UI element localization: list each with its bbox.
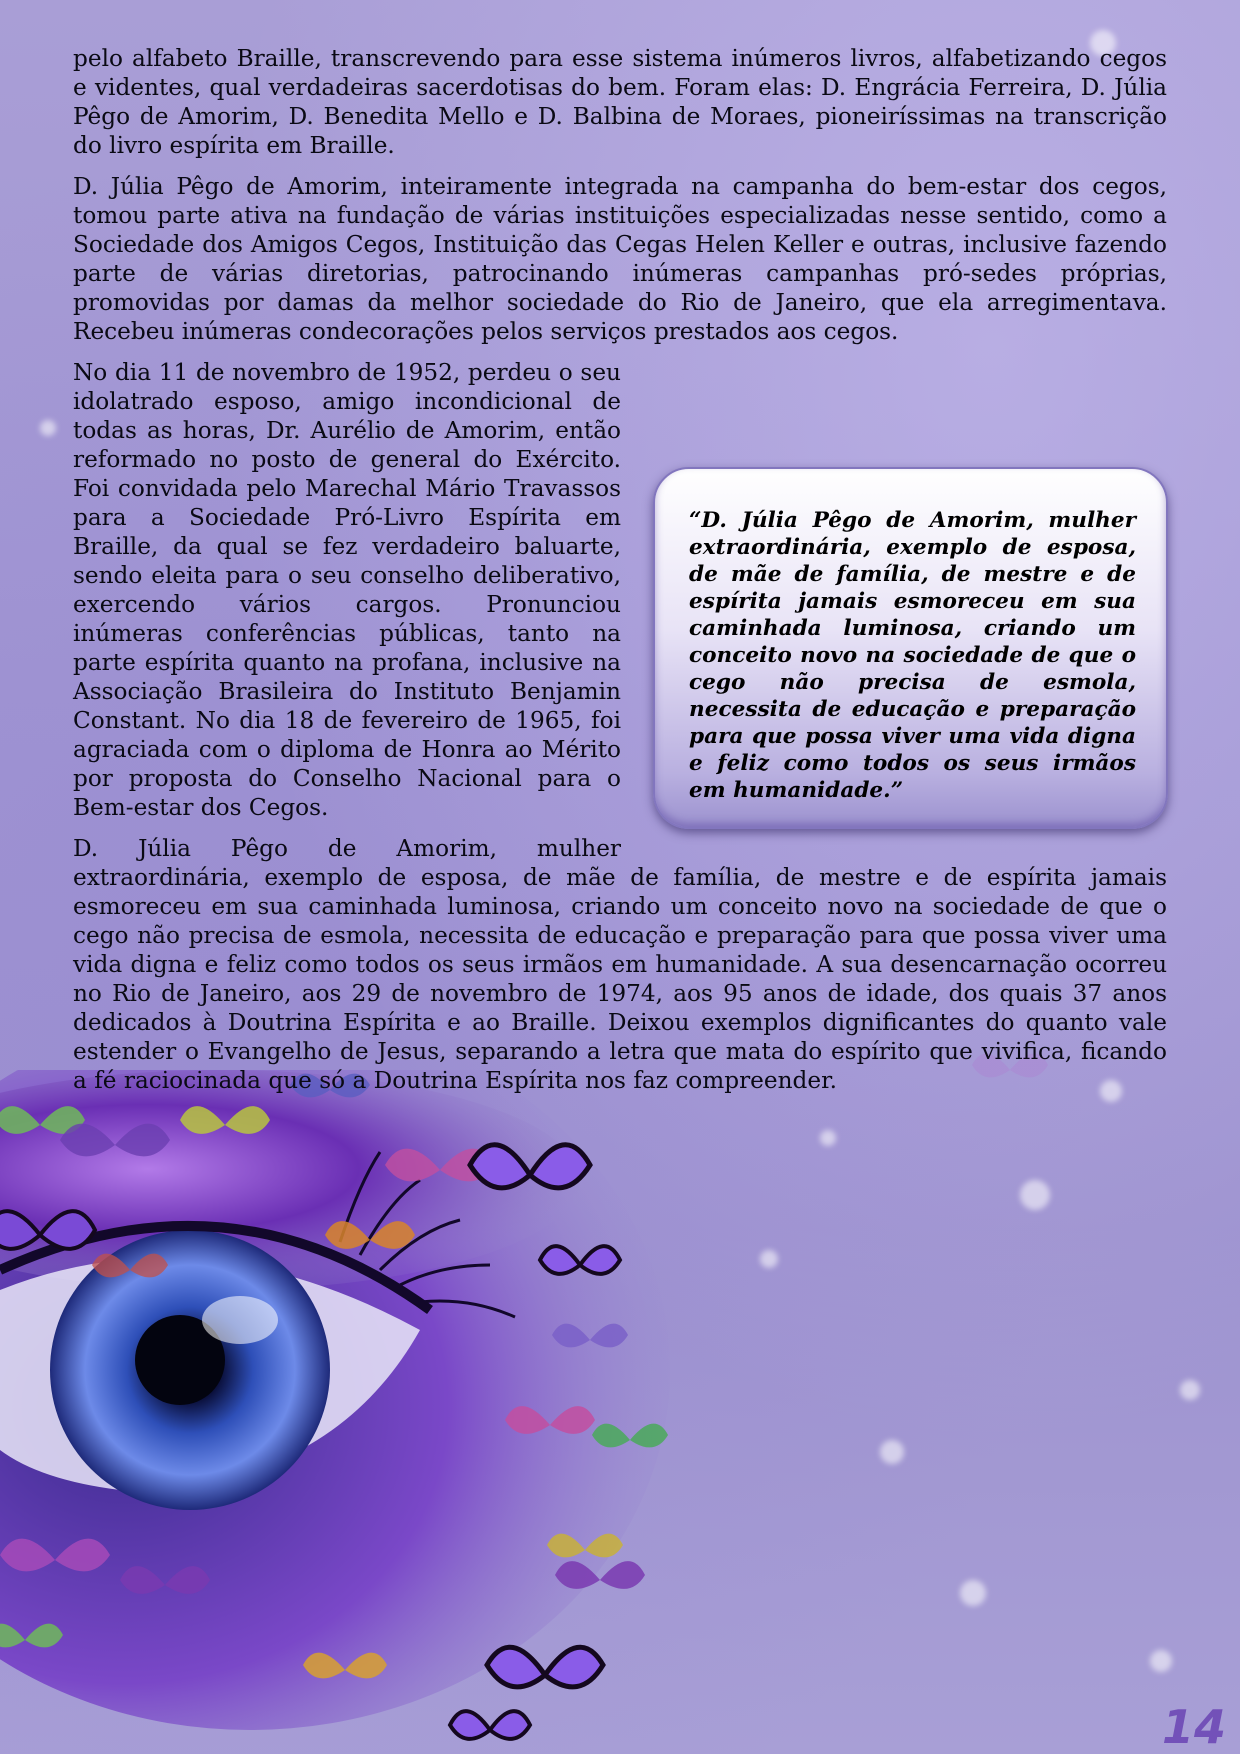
paragraph: D. Júlia Pêgo de Amorim, inteiramente integrada na campanha do bem-estar dos cegos, tomou parte ativa na fundação de várias instituições especializadas nesse sentido, como a Sociedade dos Amigos Cegos, Instituição das Cegas Helen Keller e outras, inclusive fazendo parte de várias diretorias, patrocinando inúmeras campanhas pró-sedes próprias, promovidas por damas da melhor sociedade do Rio de Janeiro, que ela arregimentava. Recebeu inúmeras condecorações pelos serviços prestados aos cegos. [73, 173, 1167, 345]
sparkle [760, 1250, 778, 1268]
paragraph: D. Júlia Pêgo de Amorim, mulher extraordinária, exemplo de esposa, de mãe de família, de mestre e de espírita jamais esmoreceu em sua caminhada luminosa, criando um conceito novo na sociedade de que o cego não precisa de esmola, necessita de educação e preparação para que possa viver uma vida digna e feliz como todos os seus irmãos em humanidade. A sua desencarnação ocorreu no Rio de Janeiro, aos 29 de novembro de 1974, aos 95 anos de idade, dos quais 37 anos dedicados à Doutrina Espírita e ao Braille. Deixou exemplos dignificantes do quanto vale estender o Evangelho de Jesus, separando a letra que mata do espírito que vivifica, ficando a fé raciocinada que só a Doutrina Espírita nos faz compreender. [73, 835, 1167, 1094]
sparkle [1020, 1180, 1050, 1210]
paragraph: pelo alfabeto Braille, transcrevendo para esse sistema inúmeros livros, alfabetizando cegos e videntes, qual verdadeiras sacerdotisas do bem. Foram elas: D. Engrácia Ferreira, D. Júlia Pêgo de Amorim, D. Benedita Mello e D. Balbina de Moraes, pioneiríssimas na transcrição do livro espírita em Braille. [73, 45, 1167, 159]
page-number: 14 [1161, 1700, 1226, 1754]
sparkle [820, 1130, 836, 1146]
sparkle [1180, 1380, 1200, 1400]
sparkle [40, 420, 56, 436]
butterfly-icon [487, 1647, 603, 1687]
butterfly-icon [450, 1711, 530, 1739]
pull-quote-text: “D. Júlia Pêgo de Amorim, mulher extraordinária, exemplo de esposa, de mãe de família, de mestre e de espírita jamais esmoreceu em sua caminhada luminosa, criando um conceito novo na sociedade de que o cego não precisa de esmola, necessita de educação e preparação para que possa viver uma vida digna e feliz como todos os seus irmãos em humanidade.” [689, 508, 1136, 803]
paragraph-text: No dia 11 de novembro de 1952, perdeu o seu idolatrado esposo, amigo incondicional de todas as horas, Dr. Aurélio de Amorim, então reformado no posto de general do Exército. Foi convidada pelo Marechal Mário Travassos para a Sociedade Pró-Livro Espírita em Braille, da qual se fez verdadeiro baluarte, sendo eleita para o seu conselho deliberativo, exercendo vários cargos. Pronunciou inúmeras conferências públicas, tanto na parte espírita quanto na profana, inclusive na Associação Brasileira do Instituto Benjamin Constant. No dia 18 de fevereiro de 1965, foi agraciada com o diploma de Honra ao Mérito por proposta do Conselho Nacional para o Bem-estar dos Cegos. [73, 359, 621, 821]
pull-quote-box [653, 467, 1168, 829]
sparkle [1150, 1650, 1172, 1672]
eye-butterflies-illustration [0, 1070, 700, 1754]
eye-highlight [202, 1296, 278, 1344]
sparkle [880, 1440, 904, 1464]
sparkle [960, 1580, 986, 1606]
